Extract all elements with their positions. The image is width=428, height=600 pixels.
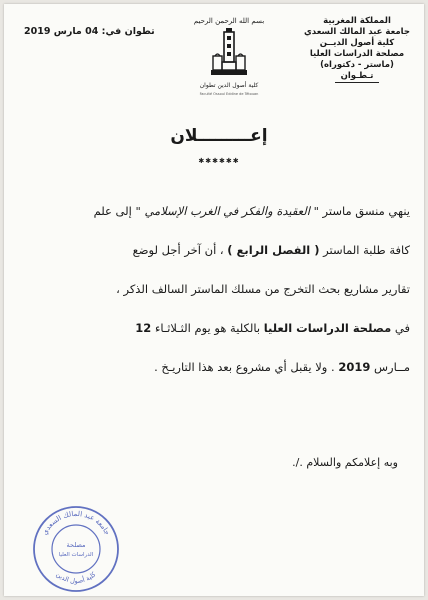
header-line: مصلحة الدراسات العليا — [309, 49, 405, 59]
body-line-1 — [30, 201, 410, 240]
announcement-title: إعـــــــــلان — [170, 126, 268, 146]
title-stars: ✱✱✱✱✱✱ — [198, 157, 240, 165]
body-text: ، أن آخر أجل لوضع — [132, 243, 224, 257]
header-line: كلية أصول الديــن — [319, 38, 395, 48]
body-text: كافة طلبة الماستر — [323, 243, 410, 257]
basmala: بسم الله الرحمن الرحيم — [193, 17, 265, 25]
deadline-year: 2019 — [338, 360, 371, 374]
semester-label: ( الفصل الرابع ) — [227, 243, 320, 257]
svg-text:كلية أصول الدين — [55, 570, 98, 585]
header-line: جامعة عبد المالك السعدي — [304, 27, 410, 37]
deadline-day: 12 — [135, 321, 152, 335]
header-line: المملكة المغربية — [323, 16, 391, 26]
body-text: . ولا يقبل أي مشروع بعد هذا التاريـخ . — [154, 360, 335, 374]
header-line: (ماستر - دكتوراه) — [320, 60, 394, 70]
body-text: بالكلية هو يوم الثـلاثـاء — [154, 321, 261, 335]
body-line-5 — [30, 357, 410, 396]
announcement-body — [30, 201, 410, 396]
svg-text:جامعة عبد المالك السعدي — [41, 510, 112, 536]
program-name: " العقيدة والفكر في الغرب الإسلامي " — [135, 204, 319, 218]
body-text: ينهي منسق ماستر — [322, 204, 410, 218]
stamp-bottom-text: كلية أصول الدين — [54, 570, 98, 586]
body-text: مــارس — [374, 360, 410, 374]
header-town: تـطـوان — [335, 71, 380, 83]
institution-header — [302, 16, 412, 83]
official-stamp-icon — [31, 504, 121, 594]
stamp-center-line: الدراسات العليا — [58, 552, 94, 558]
closing-line: وبه إعلامكم والسلام ./. — [292, 456, 398, 469]
faculty-logo-icon — [209, 26, 249, 78]
document-date: تطوان في: 04 مارس 2019 — [24, 26, 155, 37]
body-line-3: تقارير مشاريع بحث التخرج من مسلك الماستر السالف الذكر ، — [116, 282, 410, 296]
office-name: مصلحة الدراسات العليا — [263, 321, 392, 335]
stamp-center-line: مصلحة — [66, 541, 86, 549]
stamp-ring-text: جامعة عبد المالك السعدي — [40, 509, 112, 537]
document-page — [4, 4, 424, 596]
body-line-2 — [30, 240, 410, 279]
signature-icon — [134, 509, 234, 569]
logo-caption: كلية أصول الدين تطوان — [199, 82, 259, 89]
body-text: في — [394, 321, 410, 335]
body-text: إلى علم — [93, 204, 132, 218]
logo-subcaption: Faculté Ossoul Eddine de Tétouan — [199, 92, 259, 96]
body-line-4 — [30, 318, 410, 357]
